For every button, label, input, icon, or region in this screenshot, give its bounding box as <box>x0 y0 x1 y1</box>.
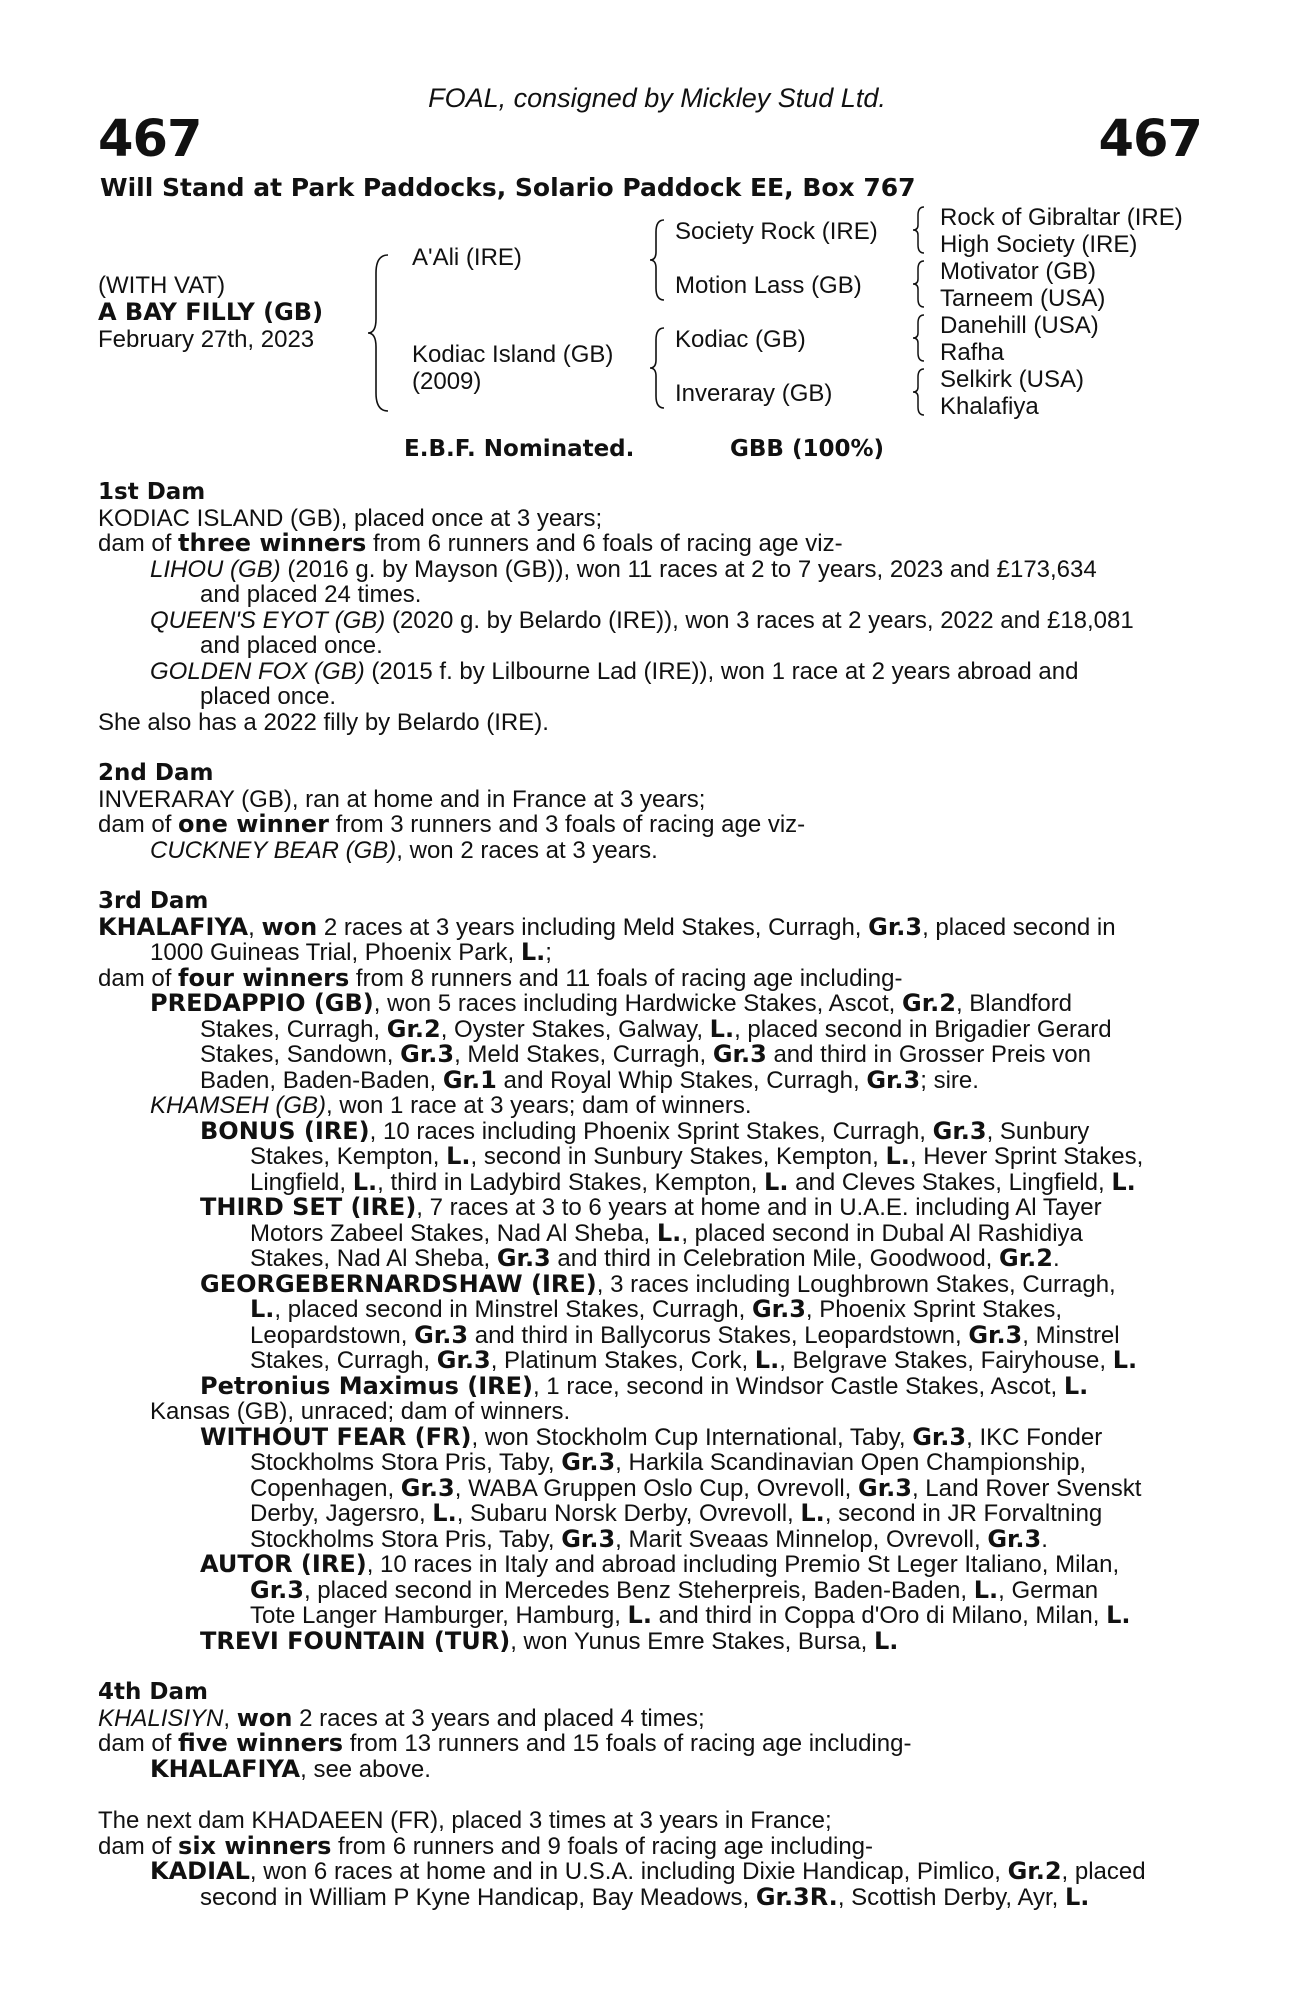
g3-brace-3 <box>912 313 928 363</box>
sire-name: A'Ali (IRE) <box>412 244 522 271</box>
offspring-line: CUCKNEY BEAR (GB), won 2 races at 3 years. <box>150 836 658 864</box>
dam-name: Kodiac Island (GB) <box>412 341 614 368</box>
offspring-continuation: Baden, Baden-Baden, Gr.1 and Royal Whip Stakes, Curragh, Gr.3; sire. <box>200 1065 979 1094</box>
dam-continuation: 1000 Guineas Trial, Phoenix Park, L.; <box>150 938 552 966</box>
grand-offspring-line: THIRD SET (IRE), 7 races at 3 to 6 years at home and in U.A.E. including Al Tayer <box>200 1193 1102 1221</box>
fourth-dam-section <box>98 1680 1204 1782</box>
grand-offspring-line: GEORGEBERNARDSHAW (IRE), 3 races including Loughbrown Stakes, Curragh, <box>200 1269 1116 1298</box>
grand-offspring-continuation: L., placed second in Minstrel Stakes, Curragh, Gr.3, Phoenix Sprint Stakes, <box>250 1295 1063 1323</box>
third-dam-section <box>98 889 1204 1654</box>
vat-note: (WITH VAT) <box>98 272 226 299</box>
offspring-continuation: and placed 24 times. <box>200 581 422 608</box>
dam-produce-line: dam of three winners from 6 runners and 6 foals of racing age viz- <box>98 529 843 557</box>
offspring-continuation: Stakes, Sandown, Gr.3, Meld Stakes, Curragh, Gr.3 and third in Grosser Preis von <box>200 1040 1091 1068</box>
sire-sire: Society Rock (IRE) <box>675 218 878 245</box>
catalogue-body <box>98 480 1204 1910</box>
offspring-line: KADIAL, won 6 races at home and in U.S.A. including Dixie Handicap, Pimlico, Gr.2, placed <box>150 1857 1146 1885</box>
offspring-line: KHAMSEH (GB), won 1 race at 3 years; dam of winners. <box>150 1092 752 1119</box>
sire-dam: Motion Lass (GB) <box>675 272 862 299</box>
sire-dam-dam: Tarneem (USA) <box>940 285 1106 312</box>
grand-offspring-continuation: Derby, Jagersro, L., Subaru Norsk Derby, Ovrevoll, L., second in JR Forvaltning <box>250 1499 1103 1527</box>
dam-line: The next dam KHADAEEN (FR), placed 3 times at 3 years in France; <box>98 1807 832 1834</box>
offspring-continuation: and placed once. <box>200 632 383 659</box>
offspring-continuation: placed once. <box>200 683 337 710</box>
grand-offspring-continuation: Copenhagen, Gr.3, WABA Gruppen Oslo Cup, Ovrevoll, Gr.3, Land Rover Svenskt <box>250 1473 1142 1502</box>
grand-offspring-continuation: Lingfield, L., third in Ladybird Stakes, Kempton, L. and Cleves Stakes, Lingfield, L. <box>250 1167 1136 1196</box>
dam-produce-line: dam of five winners from 13 runners and 15 foals of racing age including- <box>98 1729 912 1757</box>
offspring-line: PREDAPPIO (GB), won 5 races including Hardwicke Stakes, Ascot, Gr.2, Blandford <box>150 989 1073 1017</box>
section-header: 1st Dam <box>98 479 206 505</box>
consignor-line: FOAL, consigned by Mickley Stud Ltd. <box>428 83 886 113</box>
dam-sire-sire: Danehill (USA) <box>940 312 1099 339</box>
lot-number-right: 467 <box>1098 110 1202 169</box>
dam-parents-brace <box>648 326 670 410</box>
offspring-line: KHALAFIYA, see above. <box>150 1754 431 1783</box>
section-header: 2nd Dam <box>98 760 214 786</box>
next-dam-section <box>98 1808 1204 1910</box>
offspring-continuation: second in William P Kyne Handicap, Bay Meadows, Gr.3R., Scottish Derby, Ayr, L. <box>200 1882 1090 1911</box>
dam-produce-line: dam of four winners from 8 runners and 11 foals of racing age including- <box>98 963 903 992</box>
offspring-line: QUEEN'S EYOT (GB) (2020 g. by Belardo (IRE)), won 3 races at 2 years, 2022 and £18,081 <box>150 606 1134 634</box>
offspring-continuation: Stakes, Curragh, Gr.2, Oyster Stakes, Galway, L., placed second in Brigadier Gerard <box>200 1014 1112 1043</box>
dam-line: KODIAC ISLAND (GB), placed once at 3 years; <box>98 504 603 532</box>
dam-produce-line: dam of one winner from 3 runners and 3 foals of racing age viz- <box>98 810 806 838</box>
grand-offspring-line: WITHOUT FEAR (FR), won Stockholm Cup International, Taby, Gr.3, IKC Fonder <box>200 1422 1103 1451</box>
sire-sire-dam: High Society (IRE) <box>940 231 1138 258</box>
grand-offspring-continuation: Tote Langer Hamburger, Hamburg, L. and third in Coppa d'Oro di Milano, Milan, L. <box>250 1601 1131 1629</box>
lot-number-left: 467 <box>98 110 202 169</box>
g3-brace-1 <box>912 205 928 255</box>
grand-offspring-line: AUTOR (IRE), 10 races in Italy and abroad including Premio St Leger Italiano, Milan, <box>200 1550 1120 1578</box>
section-header: 3rd Dam <box>98 888 209 914</box>
offspring-line: Kansas (GB), unraced; dam of winners. <box>150 1398 571 1425</box>
gbb-rating: GBB (100%) <box>730 436 885 462</box>
dam-sire: Kodiac (GB) <box>675 326 806 353</box>
dam-note: She also has a 2022 filly by Belardo (IRE). <box>98 708 549 736</box>
dam-sire-dam: Rafha <box>940 339 1005 366</box>
grand-offspring-continuation: Stakes, Curragh, Gr.3, Platinum Stakes, Cork, L., Belgrave Stakes, Fairyhouse, L. <box>250 1346 1138 1374</box>
g3-brace-2 <box>912 259 928 309</box>
grand-offspring-continuation: Gr.3, placed second in Mercedes Benz Steherpreis, Baden-Baden, L., German <box>250 1575 1099 1604</box>
sire-dam-brace <box>366 253 396 413</box>
grand-offspring-line: TREVI FOUNTAIN (TUR), won Yunus Emre Stakes, Bursa, L. <box>200 1626 899 1655</box>
stand-location: Will Stand at Park Paddocks, Solario Paddock EE, Box 767 <box>100 173 916 202</box>
dam-dam-sire: Selkirk (USA) <box>940 366 1085 393</box>
dam-produce-line: dam of six winners from 6 runners and 9 foals of racing age including- <box>98 1831 874 1860</box>
grand-offspring-continuation: Motors Zabeel Stakes, Nad Al Sheba, L., placed second in Dubal Al Rashidiya <box>250 1218 1083 1247</box>
first-dam-section <box>98 480 1204 735</box>
sire-sire-sire: Rock of Gibraltar (IRE) <box>940 204 1183 231</box>
dam-dam: Inveraray (GB) <box>675 380 833 407</box>
grand-offspring-continuation: Stockholms Stora Pris, Taby, Gr.3, Harkila Scandinavian Open Championship, <box>250 1448 1087 1476</box>
second-dam-section <box>98 761 1204 863</box>
g3-brace-4 <box>912 367 928 417</box>
sire-parents-brace <box>648 218 670 302</box>
ebf-nominated: E.B.F. Nominated. <box>404 436 635 462</box>
grand-offspring-continuation: Stockholms Stora Pris, Taby, Gr.3, Marit Sveaas Minnelop, Ovrevoll, Gr.3. <box>250 1524 1048 1553</box>
section-header: 4th Dam <box>98 1679 208 1705</box>
foaling-date: February 27th, 2023 <box>98 326 315 353</box>
dam-line: KHALISIYN, won 2 races at 3 years and placed 4 times; <box>98 1703 705 1732</box>
sire-dam-sire: Motivator (GB) <box>940 258 1097 285</box>
grand-offspring-continuation: Stakes, Nad Al Sheba, Gr.3 and third in Celebration Mile, Goodwood, Gr.2. <box>250 1244 1060 1272</box>
grand-offspring-line: Petronius Maximus (IRE), 1 race, second in Windsor Castle Stakes, Ascot, L. <box>200 1371 1089 1400</box>
offspring-line: GOLDEN FOX (GB) (2015 f. by Lilbourne Lad (IRE)), won 1 race at 2 years abroad and <box>150 657 1079 685</box>
grand-offspring-continuation: Stakes, Kempton, L., second in Sunbury Stakes, Kempton, L., Hever Sprint Stakes, <box>250 1142 1144 1170</box>
dam-dam-dam: Khalafiya <box>940 393 1039 420</box>
dam-year: (2009) <box>412 368 482 395</box>
offspring-line: LIHOU (GB) (2016 g. by Mayson (GB)), won 11 races at 2 to 7 years, 2023 and £173,634 <box>150 555 1097 583</box>
grand-offspring-continuation: Leopardstown, Gr.3 and third in Ballycorus Stakes, Leopardstown, Gr.3, Minstrel <box>250 1320 1120 1349</box>
dam-line: INVERARAY (GB), ran at home and in France at 3 years; <box>98 785 706 813</box>
horse-name: A BAY FILLY (GB) <box>98 298 324 326</box>
dam-line: KHALAFIYA, won 2 races at 3 years including Meld Stakes, Curragh, Gr.3, placed second in <box>98 912 1116 941</box>
grand-offspring-line: BONUS (IRE), 10 races including Phoenix Sprint Stakes, Curragh, Gr.3, Sunbury <box>200 1116 1090 1145</box>
